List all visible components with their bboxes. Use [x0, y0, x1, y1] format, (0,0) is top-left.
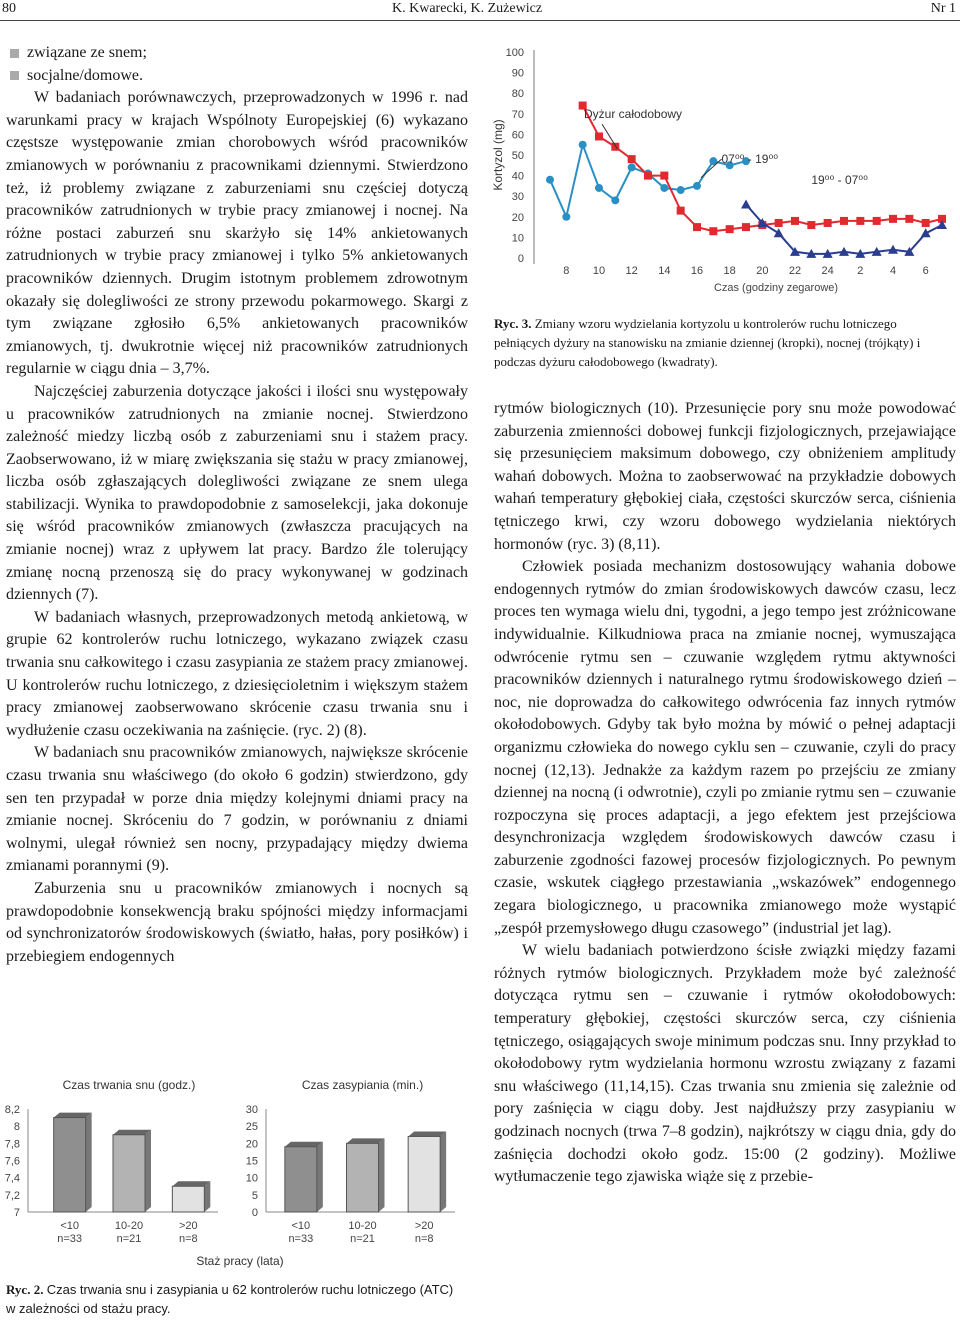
paragraph: rytmów biologicznych (10). Przesunięcie pory snu może powodować zaburzenia zmienności dobowej funkcji fizjologicznych, przejawiające się przesunięciem maksimum dobowego, czy obniżeniem amplitudy wahań dobowych. Można to zaobserwować na przykładzie dobowych wahań temperatury głębokiej ciała, częstości skurczów serca, ciśnienia tętniczego krwi, czy wzoru dobowego wydzielania niektórych hormonów (ryc. 3) (8,11).: [494, 400, 956, 553]
x-tick-label: 24: [821, 265, 834, 277]
paragraph: W badaniach porównawczych, przeprowadzonych w 1996 r. nad warunkami pracy w krajach Wspólnoty Europejskiej (6) wykazano częstsze występowanie zmian chorobowych wśród pracowników zmianowych w porównaniu z pracownikami dziennymi. Stwierdzono też, iż problemy związane z zaburzeniami snu częściej dotyczą pracowników zatrudnionych w trybie pracy zmianowej i nocnej. Na różne postaci zaburzeń snu skarżyło się 14% ankietowanych zatrudnionych w trybie pracy zmianowej i tylko 5% ankietowanych pracowników dziennych. Drugim istotnym problemem zdrowotnym okazały się dolegliwości ze strony przewodu pokarmowego. Skargi z tym związane zgłosiło 6,5% ankietowanych pracowników zmianowych, tj. dwukrotnie więcej niż pracowników zatrudnionych regularnie w ciągu dnia – 3,7%.: [6, 89, 468, 378]
data-point-square: [709, 227, 717, 235]
bar-top: [172, 1181, 210, 1186]
annotation-day-shift: 07⁰⁰ - 19⁰⁰: [721, 152, 779, 167]
data-point-square: [922, 219, 930, 227]
data-point-circle: [660, 184, 668, 192]
bar: [347, 1143, 379, 1212]
bullet-square-icon: [10, 49, 19, 58]
data-point-square: [595, 132, 603, 140]
figure-2-bar-charts: [0, 1075, 470, 1275]
page-header: [0, 0, 960, 22]
header-rule: [0, 20, 960, 21]
bar-top: [285, 1142, 323, 1147]
issue-number: Nr 1: [930, 1, 956, 16]
page-number: 80: [2, 1, 16, 16]
data-point-square: [644, 172, 652, 180]
bar-category-n: n=33: [57, 1233, 83, 1245]
x-tick-label: 10: [592, 265, 606, 277]
data-point-circle: [611, 196, 619, 204]
bar-y-tick-label: 7: [13, 1207, 20, 1219]
bar-y-tick-label: 7,2: [4, 1189, 20, 1202]
x-tick-label: 4: [889, 265, 897, 277]
data-point-square: [791, 217, 799, 225]
y-axis-title: Kortyzol (mg): [491, 119, 505, 191]
running-authors: K. Kwarecki, K. Zużewicz: [392, 1, 543, 16]
figure-3-line-chart: [490, 40, 955, 305]
figure-3-caption: [494, 314, 952, 371]
data-point-square: [660, 172, 668, 180]
x-tick-label: 6: [922, 265, 929, 277]
x-tick-label: 8: [563, 265, 570, 277]
bar-category-n: n=8: [178, 1233, 198, 1245]
bar-y-tick-label: 7,8: [4, 1138, 20, 1151]
paragraph: Człowiek posiada mechanizm dostosowujący wahania dobowe endogennych rytmów do zmian środowiskowych dawców czasu, lecz proces ten wymaga wielu dni, tygodni, a jego tempo jest zróżnicowane indywidualnie. Kilkudniowa praca na zmianie nocnej, wymuszająca odwrócenie rytmu sen – czuwanie względem rytmu aktywności pracowników dziennych i naturalnego rytmu środowiskowego dzień – noc, nie doprowadza do całkowitego odwrócenia faz innych rytmów okołodobowych. Gdyby tak było można by mówić o pełnej adaptacji organizmu człowieka do nowego cyklu sen – czuwanie, czyli do pracy nocnej (12,13). Jednakże za każdym razem po przejściu ze zmiany dziennej na nocną (i odwrotnie), czyli po zmianie rytmu sen – czuwanie rozpoczyna się proces adaptacji, a jego efektem jest przejściowa desynchronizacja względem środowiskowych dawców czasu i zaburzenie zgodności fazowej procesów fizjologicznych. Po pewnym czasie, wskutek ciągłego przestawiania „wskazówek” endogennego zegara biologicznego, u pracownika zmianowego może wystąpić „zespół przemysłowego długu czasowego” (industrial jet lag).: [494, 558, 956, 937]
y-tick-label: 100: [505, 47, 524, 59]
data-point-square: [840, 217, 848, 225]
bar-side: [204, 1181, 210, 1212]
data-point-square: [611, 143, 619, 151]
bar-category-n: n=21: [350, 1233, 375, 1245]
bar: [172, 1186, 204, 1212]
data-point-circle: [693, 182, 701, 190]
data-point-square: [677, 207, 685, 215]
data-point-square: [824, 219, 832, 227]
bar-y-tick-label: 0: [251, 1207, 258, 1219]
bar-y-tick-label: 5: [251, 1189, 258, 1202]
y-tick-label: 50: [511, 150, 524, 162]
series-line-circle: [550, 145, 746, 217]
fig2-shared-xlabel: Staż pracy (lata): [196, 1254, 284, 1268]
bullet-item: socjalne/domowe.: [6, 65, 468, 88]
bar-side: [379, 1138, 385, 1212]
data-point-square: [693, 223, 701, 231]
bar-category-n: n=8: [414, 1233, 434, 1245]
bar-y-tick-label: 8: [13, 1121, 20, 1134]
bar-y-tick-label: 8,2: [4, 1104, 20, 1116]
bullet-square-icon: [10, 71, 19, 80]
annotation-night-shift: 19⁰⁰ - 07⁰⁰: [811, 172, 868, 187]
x-tick-label: 18: [723, 265, 736, 277]
bar-category-n: n=33: [288, 1233, 314, 1245]
x-tick-label: 22: [788, 265, 802, 277]
data-point-circle: [579, 141, 587, 149]
data-point-square: [889, 215, 897, 223]
y-tick-label: 80: [511, 88, 524, 101]
x-tick-label: 14: [658, 265, 671, 277]
bar-chart-title: Czas trwania snu (godz.): [62, 1078, 196, 1092]
y-tick-label: 20: [511, 211, 524, 224]
data-point-triangle: [921, 228, 931, 237]
bar-y-tick-label: 20: [245, 1138, 258, 1151]
bar-category-label: 10-20: [348, 1220, 377, 1232]
fig2-caption-label: Ryc. 2.: [6, 1282, 44, 1297]
bar-category-label: <10: [291, 1220, 311, 1232]
y-tick-label: 40: [511, 170, 524, 183]
bar-category-label: >20: [178, 1220, 198, 1232]
bar-y-tick-label: 30: [245, 1104, 258, 1116]
bar-y-tick-label: 7,6: [4, 1155, 20, 1168]
series-line-triangle: [746, 204, 942, 254]
bar-y-tick-label: 15: [245, 1155, 258, 1168]
bar-category-label: <10: [60, 1220, 80, 1232]
data-point-square: [742, 223, 750, 231]
bullet-item: związane ze snem;: [6, 42, 468, 65]
bar: [285, 1147, 317, 1212]
paragraph: W wielu badaniach potwierdzono ścisłe związki między fazami różnych rytmów biologicznych. Przykładem może być zależność dotycząca rytmu sen – czuwanie i rytmów okołodobowych: temperatury głębokiej, częstości skurczów serca, czy ciśnienia tętniczego, osiągających swoje minimum podczas snu. Inny przykład to okołodobowy rytm wydzielania hormonu wzrostu związany z fazami snu właściwego (11,14,15). Czas trwania snu zmienia się zależnie od pory zaśnięcia w ciągu doby. Jest najdłuższy przy zasypianiu w godzinach nocnych (trwa 7–8 godzin), najkrótszy w ciągu dnia, gdy do zaśnięcia dochodzi około godz. 15:00 (2 godziny). Możliwe wytłumaczenie tego zjawiska wiąże się z przebie-: [494, 942, 956, 1186]
data-point-circle: [562, 213, 570, 221]
bar-y-tick-label: 10: [245, 1172, 258, 1185]
bar: [113, 1135, 145, 1212]
paragraph: Zaburzenia snu u pracowników zmianowych i nocnych są prawdopodobnie konsekwencją braku spójności między informacjami od synchronizatorów środowiskowych (światło, hałas, pory posiłków) i przebiegiem endogennych: [6, 879, 468, 965]
bar-category-label: >20: [414, 1220, 434, 1232]
data-point-triangle: [741, 199, 751, 208]
x-tick-label: 16: [690, 265, 704, 277]
y-tick-label: 60: [511, 129, 524, 142]
figure-2-caption: [6, 1280, 466, 1318]
right-column: [494, 398, 956, 1189]
data-point-square: [905, 215, 913, 223]
data-point-square: [856, 217, 864, 225]
bar-side: [317, 1142, 323, 1212]
bar-category-label: 10-20: [114, 1220, 144, 1232]
bar-chart-title: Czas zasypiania (min.): [301, 1078, 424, 1092]
paragraph: W badaniach snu pracowników zmianowych, największe skrócenie czasu trwania snu właściwego (do około 6 godzin) stwierdzono, gdy sen ten przypadał w porze dnia między kolejnymi dniami pracy na zmianie nocnej. Skróceniu do 7 godzin, w porównaniu z dniami wolnymi, ulegał również sen nocny, przypadający między dwiema zmianami porannymi (9).: [6, 744, 468, 875]
fig2-caption-text: Czas trwania snu i zasypiania u 62 kontrolerów ruchu lotniczego (ATC) w zależności od stażu pracy.: [6, 1282, 454, 1316]
bar-y-tick-label: 25: [245, 1121, 258, 1134]
data-point-circle: [595, 184, 603, 192]
bar-top: [113, 1130, 151, 1135]
fig3-caption-text: Zmiany wzoru wydzielania kortyzolu u kontrolerów ruchu lotniczego pełniących dyżury na stanowisku na zmianie dziennej (kropki), nocnej (trójkąty) i podczas dyżuru całodobowego (kwadraty).: [494, 316, 921, 369]
y-tick-label: 70: [511, 108, 524, 121]
data-point-circle: [677, 186, 685, 194]
paragraph: W badaniach własnych, przeprowadzonych metodą ankietową, w grupie 62 kontrolerów ruchu lotniczego, wykazano związek czasu trwania snu całkowitego i czasu zasypiania ze stażem pracy zmianowej. U kontrolerów ruchu lotniczego, z dziesięcioletnim i większym stażem pracy zmianowej zaobserwowano skrócenie czasu trwania snu i wydłużenie czasu oczekiwania na zaśnięcie. (ryc. 2) (8).: [6, 608, 468, 739]
x-tick-label: 20: [756, 265, 769, 277]
data-point-circle: [546, 176, 554, 184]
annotation-24h-pointer: [602, 124, 617, 149]
x-axis-title: Czas (godziny zegarowe): [713, 282, 839, 294]
y-tick-label: 30: [511, 191, 524, 204]
data-point-square: [726, 225, 734, 233]
y-tick-label: 10: [511, 232, 524, 245]
data-point-square: [628, 155, 636, 163]
bar-side: [145, 1130, 151, 1212]
fig3-caption-label: Ryc. 3.: [494, 316, 532, 331]
x-tick-label: 2: [857, 265, 864, 277]
annotation-24h: Dyżur całodobowy: [584, 106, 683, 121]
y-tick-label: 0: [517, 253, 524, 265]
x-tick-label: 12: [625, 265, 638, 277]
y-tick-label: 90: [511, 67, 524, 80]
data-point-square: [873, 217, 881, 225]
left-column: [6, 42, 468, 968]
bar-top: [408, 1131, 446, 1136]
bar-top: [54, 1113, 92, 1118]
data-point-square: [807, 221, 815, 229]
data-point-triangle: [774, 228, 784, 237]
paragraph: Najczęściej zaburzenia dotyczące jakości i ilości snu występowały u pracowników zatrudnionych na zmianie nocnej. Stwierdzono zależność miedzy liczbą osób z zaburzeniami snu i stażem pracy. Zaobserwowano, iż w miarę zwiększania się stażu w pracy zmianowej, liczba osób zgłaszających dolegliwości związane ze snem ulega stabilizacji. Wynika to prawdopodobnie z samoselekcji, jaka dokonuje się wśród pracowników zmianowych (zwłaszcza pracujących na zmianie nocnej) wraz z upływem lat pracy. Bardzo źle tolerujący zmianę nocną przenoszą się do pracy wykonywanej w godzinach dziennych (7).: [6, 382, 468, 604]
bar: [54, 1118, 86, 1212]
bar-y-tick-label: 7,4: [4, 1172, 20, 1185]
data-point-circle: [628, 163, 636, 171]
data-point-square: [775, 219, 783, 227]
bar-category-n: n=21: [116, 1233, 142, 1245]
bar: [408, 1136, 440, 1212]
bar-side: [440, 1131, 446, 1212]
bar-side: [86, 1113, 92, 1212]
bar-top: [347, 1138, 385, 1143]
